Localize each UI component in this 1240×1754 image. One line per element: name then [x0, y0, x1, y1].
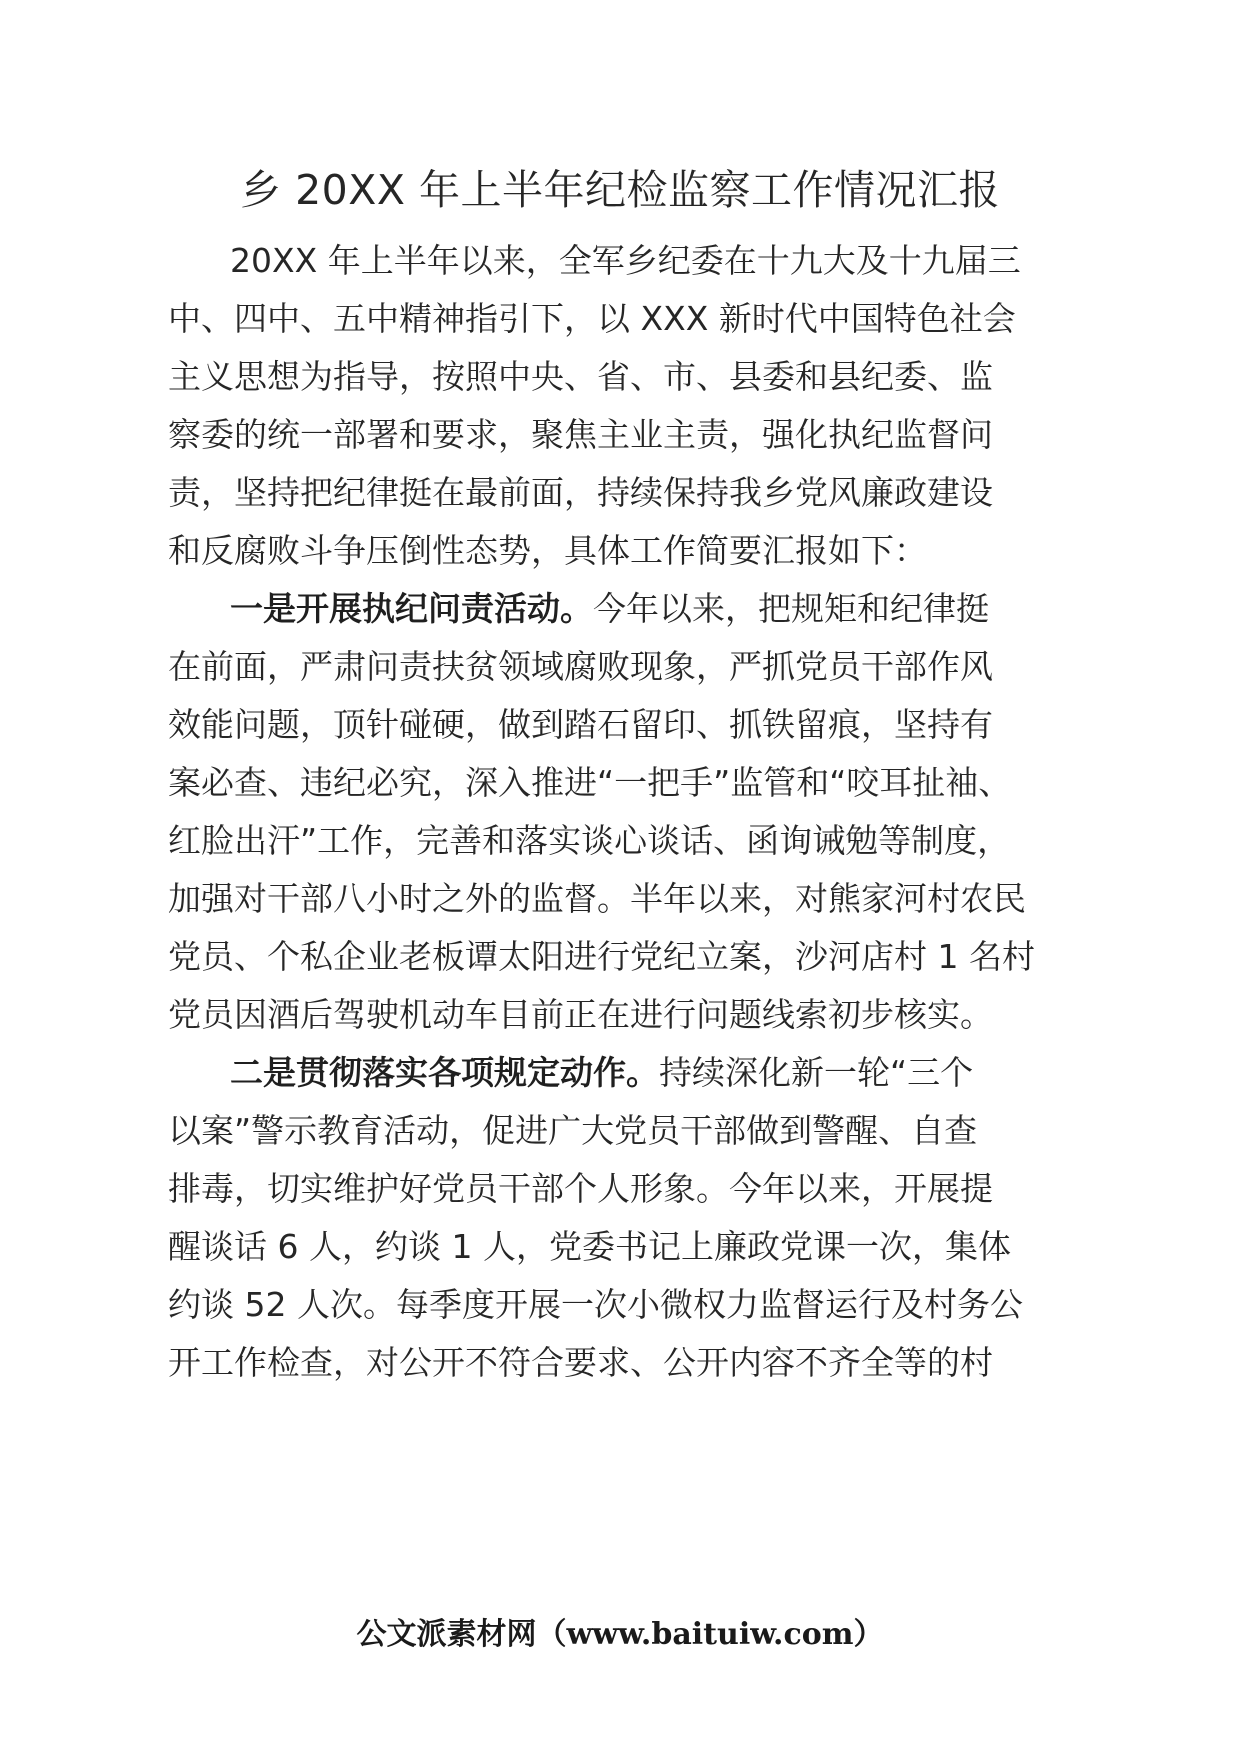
paragraph-2-line-6: 加强对干部八小时之外的监督。半年以来，对熊家河村农民 [168, 879, 1026, 918]
paragraph-1-line-5: 责，坚持把纪律挺在最前面，持续保持我乡党风廉政建设 [168, 473, 993, 512]
paragraph-3-line-6: 开工作检查，对公开不符合要求、公开内容不齐全等的村 [168, 1343, 993, 1382]
paragraph-2-line-5: 红脸出汗”工作，完善和落实谈心谈话、函询诫勉等制度， [168, 821, 1011, 860]
paragraph-2-line-7: 党员、个私企业老板谭太阳进行党纪立案，沙河店村 1 名村 [168, 937, 1035, 976]
paragraph-1-line-6: 和反腐败斗争压倒性态势，具体工作简要汇报如下： [168, 531, 927, 570]
paragraph-2-line-1 [230, 584, 989, 634]
paragraph-2-line-3: 效能问题，顶针碰硬，做到踏石留印、抓铁留痕，坚持有 [168, 705, 993, 744]
paragraph-3-line-2: 以案”警示教育活动，促进广大党员干部做到警醒、自查 [168, 1111, 978, 1150]
paragraph-2-line-4: 案必查、违纪必究，深入推进“一把手”监管和“咬耳扯袖、 [168, 763, 1012, 802]
paragraph-1-line-1: 20XX 年上半年以来，全军乡纪委在十九大及十九届三 [230, 241, 1021, 280]
paragraph-3-line-4: 醒谈话 6 人，约谈 1 人，党委书记上廉政党课一次，集体 [168, 1227, 1011, 1266]
paragraph-2-first-line-text: 今年以来，把规矩和纪律挺 [593, 589, 989, 628]
paragraph-3-heading: 二是贯彻落实各项规定动作。 [230, 1053, 659, 1092]
paragraph-3-line-3: 排毒，切实维护好党员干部个人形象。今年以来，开展提 [168, 1169, 993, 1208]
paragraph-2-line-8: 党员因酒后驾驶机动车目前正在进行问题线索初步核实。 [168, 995, 993, 1034]
paragraph-3-first-line-text: 持续深化新一轮“三个 [659, 1053, 974, 1092]
document-title: 乡 20XX 年上半年纪检监察工作情况汇报 [240, 166, 1000, 214]
paragraph-2-heading: 一是开展执纪问责活动。 [230, 589, 593, 628]
paragraph-3-line-5: 约谈 52 人次。每季度开展一次小微权力监督运行及村务公 [168, 1285, 1023, 1324]
paragraph-2-line-2: 在前面，严肃问责扶贫领域腐败现象，严抓党员干部作风 [168, 647, 993, 686]
paragraph-1-line-3: 主义思想为指导，按照中央、省、市、县委和县纪委、监 [168, 357, 993, 396]
paragraph-1-line-4: 察委的统一部署和要求，聚焦主业主责，强化执纪监督问 [168, 415, 993, 454]
paragraph-1-line-2: 中、四中、五中精神指引下，以 XXX 新时代中国特色社会 [168, 299, 1016, 338]
footer-watermark-text: 公文派素材网（www.baituiw.com） [356, 1617, 884, 1652]
paragraph-3-line-1 [230, 1048, 973, 1098]
